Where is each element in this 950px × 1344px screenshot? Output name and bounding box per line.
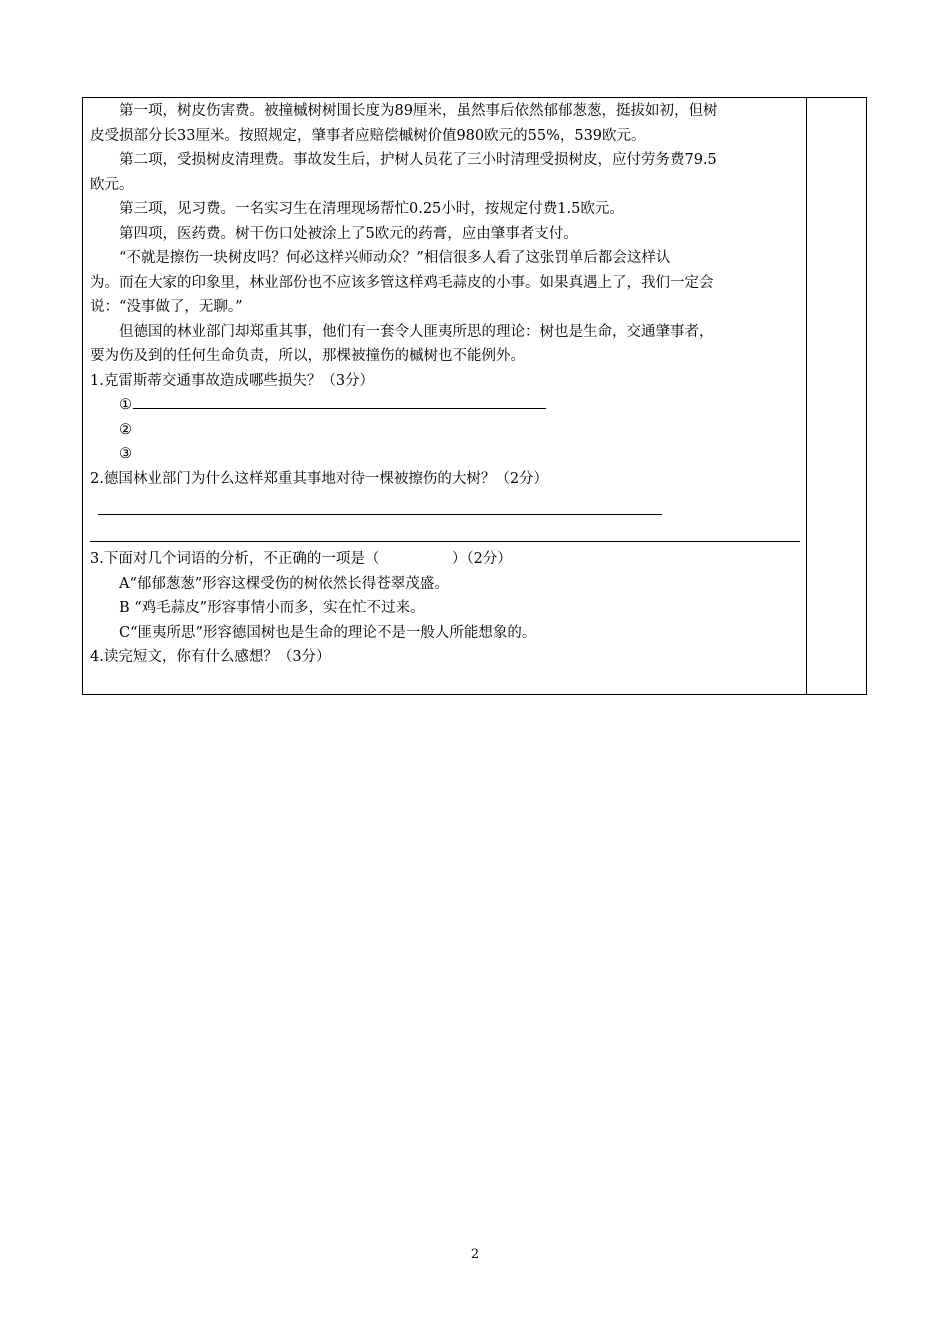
blank-marker-2: ② xyxy=(119,421,132,438)
page-number: 2 xyxy=(470,1247,480,1262)
passage-paragraph-2-line-2: 欧元。 xyxy=(90,176,134,193)
passage-paragraph-2-line-1: 第二项，受损树皮清理费。事故发生后，护树人员花了三小时清理受损树皮，应付劳务费79.5 xyxy=(119,152,717,168)
passage-paragraph-1-line-1: 第一项，树皮伤害费。被撞槭树树围长度为89厘米，虽然事后依然郁郁葱葱，挺拔如初，但树 xyxy=(119,103,718,119)
table-column-divider xyxy=(806,97,807,695)
passage-paragraph-3: 第三项，见习费。一名实习生在清理现场帮忙0.25小时，按规定付费1.5欧元。 xyxy=(119,201,624,217)
question-2: 2.德国林业部门为什么这样郑重其事地对待一棵被擦伤的大树？（2分） xyxy=(90,470,549,487)
question-1-blank-1[interactable] xyxy=(90,393,802,418)
reading-passage xyxy=(90,99,802,491)
blank-marker-1: ① xyxy=(119,397,132,413)
question-3: 3.下面对几个词语的分析，不正确的一项是（ ）（2分） xyxy=(90,551,512,567)
question-1-blank-3[interactable] xyxy=(90,442,802,467)
passage-paragraph-4: 第四项，医药费。树干伤口处被涂上了5欧元的药膏，应由肇事者支付。 xyxy=(119,225,578,242)
passage-paragraph-5-line-1: “不就是擦伤一块树皮吗？何必这样兴师动众？”相信很多人看了这张罚单后都会这样认 xyxy=(119,250,671,266)
question-3-block xyxy=(90,547,802,670)
question-3-option-b[interactable]: B “鸡毛蒜皮”形容事情小而多，实在忙不过来。 xyxy=(119,600,425,616)
question-3-option-a[interactable]: A“郁郁葱葱”形容这棵受伤的树依然长得苍翠茂盛。 xyxy=(119,575,449,592)
question-2-answer-line[interactable] xyxy=(98,514,662,515)
passage-paragraph-6-line-1: 但德国的林业部门却郑重其事，他们有一套令人匪夷所思的理论：树也是生命，交通肇事者， xyxy=(119,323,714,340)
question-4: 4.读完短文，你有什么感想？（3分） xyxy=(90,649,331,665)
answer-underline-1[interactable] xyxy=(133,394,546,409)
question-3-option-c[interactable]: C“匪夷所思”形容德国树也是生命的理论不是一般人所能想象的。 xyxy=(119,624,537,641)
passage-paragraph-5-line-2: 为。而在大家的印象里，林业部份也不应该多管这样鸡毛蒜皮的小事。如果真遇上了，我们一定会 xyxy=(90,274,714,291)
question-1-blank-2[interactable] xyxy=(90,418,802,443)
blank-marker-3: ③ xyxy=(119,446,132,462)
section-divider-rule xyxy=(90,541,800,542)
passage-paragraph-6-line-2: 要为伤及到的任何生命负责，所以，那棵被撞伤的槭树也不能例外。 xyxy=(90,348,525,364)
passage-paragraph-1-line-2: 皮受损部分长33厘米。按照规定，肇事者应赔偿槭树价值980欧元的55%，539欧元。 xyxy=(90,127,646,144)
question-1: 1.克雷斯蒂交通事故造成哪些损失？（3分） xyxy=(90,372,375,389)
passage-paragraph-5-line-3: 说：“没事做了，无聊。” xyxy=(90,299,243,315)
